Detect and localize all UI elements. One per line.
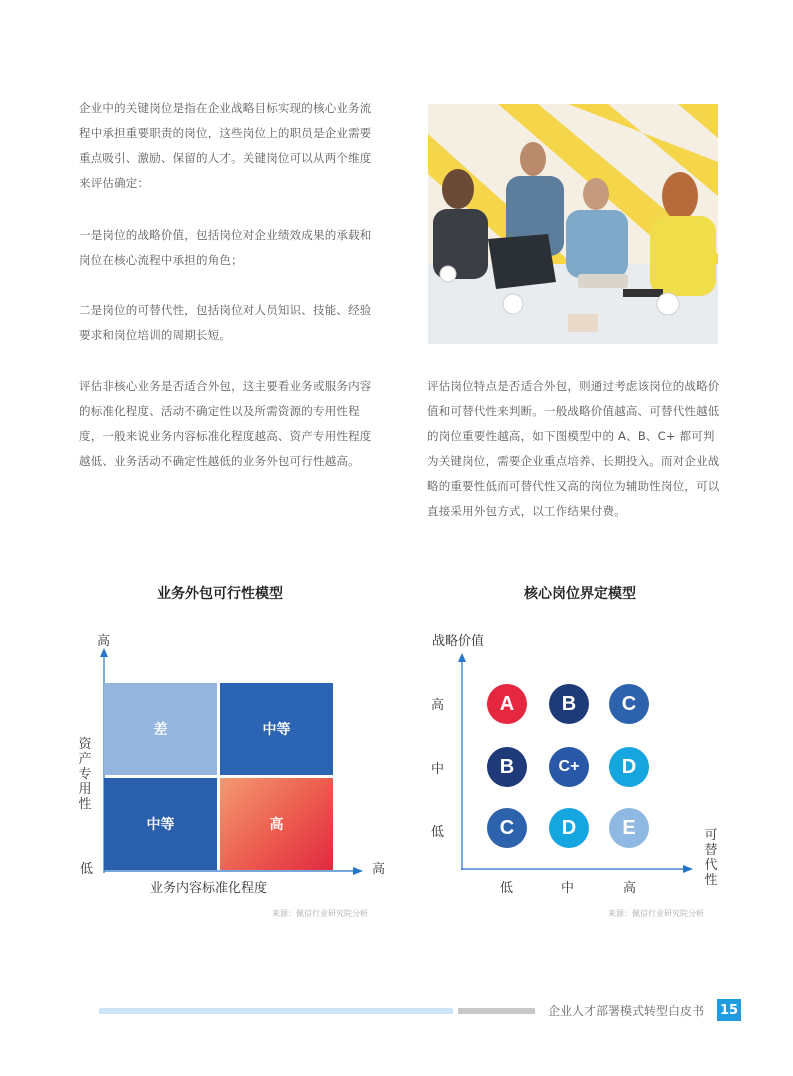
dimension-two-paragraph: 二是岗位的可替代性，包括岗位对人员知识、技能、经验要求和岗位培训的周期长短。 (79, 303, 372, 342)
position-point-e: E (609, 808, 649, 848)
chart-1-x-label: 业务内容标准化程度 (150, 881, 268, 896)
position-point-c: C (487, 808, 527, 848)
position-point-cplus: C+ (549, 747, 589, 787)
chart-1-x-high: 高 (372, 862, 386, 877)
footer-bar-blue (99, 1008, 453, 1014)
chart-2-x-tick-mid: 中 (561, 881, 575, 896)
chart-2-y-tick-high: 高 (431, 698, 445, 713)
position-point-b: B (549, 684, 589, 724)
chart-2-source: 来源：佩信行业研究院分析 (608, 909, 704, 918)
matrix-cell-medium-bottom: 中等 (104, 778, 217, 870)
outsourcing-paragraph: 评估非核心业务是否适合外包，这主要看业务或服务内容的标准化程度、活动不确定性以及所需资源的专用性程度，一般来说业务内容标准化程度越高、资产专用性程度越低、业务活动不确定性越低的业务外包可行性越高。 (79, 379, 372, 468)
position-point-b: B (487, 747, 527, 787)
dimension-one-paragraph: 一是岗位的战略价值，包括岗位对企业绩效成果的承载和岗位在核心流程中承担的角色； (79, 228, 372, 267)
position-point-c: C (609, 684, 649, 724)
position-point-a: A (487, 684, 527, 724)
position-evaluation-paragraph: 评估岗位特点是否适合外包，则通过考虑该岗位的战略价值和可替代性来判断。一般战略价值越高、可替代性越低的岗位重要性越高，如下图模型中的 A、B、C+ 都可判为关键岗位，需要企业重点培养、长期投入。而对企业战略的重要性低而可替代性又高的岗位为辅助性岗位，可以直接采用外包方式，以工作结果付费。 (427, 379, 720, 518)
chart-2-x-label: 可 替 代 性 (704, 828, 718, 888)
chart-2-x-tick-high: 高 (623, 881, 637, 896)
team-meeting-photo (428, 104, 718, 344)
chart-2-x-tick-low: 低 (500, 881, 514, 896)
chart-1-y-high: 高 (97, 634, 111, 649)
position-point-d: D (609, 747, 649, 787)
page-number: 15 (717, 999, 741, 1021)
matrix-cell-medium-top: 中等 (220, 683, 333, 775)
chart-1-source: 来源：佩信行业研究院分析 (272, 909, 368, 918)
position-point-d: D (549, 808, 589, 848)
chart-2-y-tick-low: 低 (431, 825, 445, 840)
footer-title: 企业人才部署模式转型白皮书 (548, 1004, 705, 1018)
chart-2-title: 核心岗位界定模型 (524, 586, 636, 602)
footer-bar-gray (458, 1008, 535, 1014)
matrix-cell-high: 高 (220, 778, 333, 870)
chart-2-y-tick-mid: 中 (431, 762, 445, 777)
chart-1-y-label: 资 产 专 用 性 (78, 737, 92, 812)
chart-2-y-label: 战略价值 (432, 634, 485, 649)
matrix-cell-poor: 差 (104, 683, 217, 775)
intro-paragraph: 企业中的关键岗位是指在企业战略目标实现的核心业务流程中承担重要职责的岗位，这些岗位上的职员是企业需要重点吸引、激励、保留的人才。关键岗位可以从两个维度来评估确定： (79, 101, 372, 190)
chart-1-y-low: 低 (80, 862, 94, 877)
chart-1-title: 业务外包可行性模型 (157, 586, 283, 602)
